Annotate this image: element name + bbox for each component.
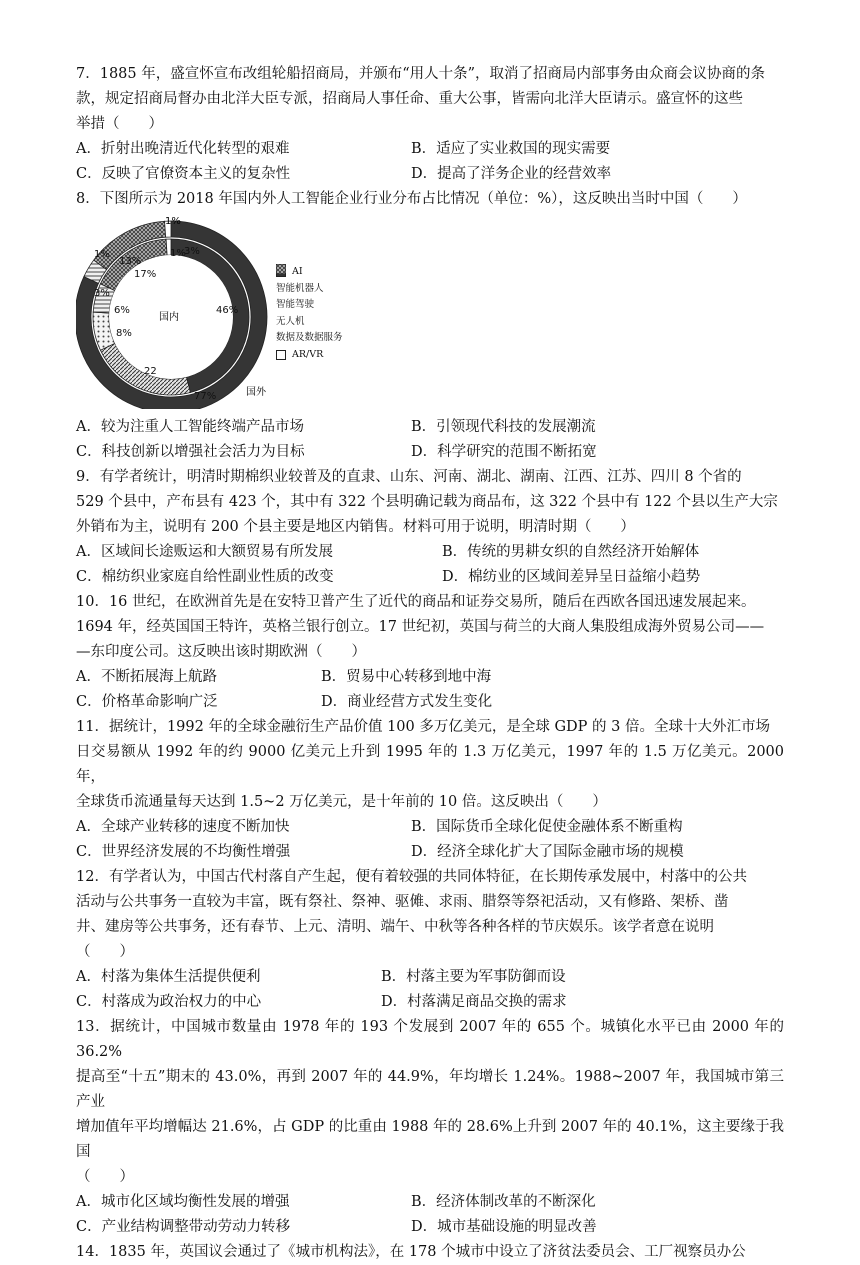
legend-label: AR/VR bbox=[292, 348, 324, 360]
option-c[interactable]: C．科技创新以增强社会活力为目标 bbox=[76, 444, 305, 460]
exam-page bbox=[76, 62, 784, 1265]
question-13-stem-line: 提高至“十五”期末的 43.0%，再到 2007 年的 44.9%，年均增长 1.24%。1988~2007 年，我国城市第三产业 bbox=[76, 1069, 784, 1110]
option-b[interactable]: B．国际货币全球化促使金融体系不断重构 bbox=[411, 819, 683, 835]
option-d[interactable]: D．提高了洋务企业的经营效率 bbox=[411, 166, 612, 182]
question-12-options bbox=[76, 965, 784, 1015]
legend-item-arvr bbox=[276, 347, 343, 364]
slice-value-label: 13% bbox=[119, 256, 142, 267]
option-c[interactable]: C．村落成为政治权力的中心 bbox=[76, 994, 262, 1010]
option-a[interactable]: A．区域间长途贩运和大额贸易有所发展 bbox=[76, 544, 333, 560]
question-7-options bbox=[76, 137, 784, 187]
question-7 bbox=[76, 62, 784, 187]
option-d[interactable]: D．城市基础设施的明显改善 bbox=[411, 1219, 597, 1235]
legend-label: 智能驾驶 bbox=[276, 299, 315, 310]
option-c[interactable]: C．世界经济发展的不均衡性增强 bbox=[76, 844, 291, 860]
question-13 bbox=[76, 1015, 784, 1240]
question-8-stem-line: 8．下图所示为 2018 年国内外人工智能企业行业分布占比情况（单位：%），这反映出当时中国（ ） bbox=[76, 191, 747, 207]
inner-ring-label: 国内 bbox=[159, 312, 179, 323]
slice-value-label: 17% bbox=[134, 269, 157, 280]
slice-value-label: 8% bbox=[116, 328, 132, 339]
question-8 bbox=[76, 187, 784, 465]
option-a[interactable]: A．不断拓展海上航路 bbox=[76, 669, 217, 685]
ai-industry-donut-chart bbox=[76, 214, 376, 409]
question-12-stem-line: （ ） bbox=[76, 944, 134, 960]
option-d[interactable]: D．棉纺业的区域间差异呈日益缩小趋势 bbox=[442, 569, 701, 585]
question-12-stem-line: 活动与公共事务一直较为丰富，既有祭社、祭神、驱傩、求雨、腊祭等祭祀活动，又有修路、架桥、凿 bbox=[76, 894, 729, 910]
option-d[interactable]: D．经济全球化扩大了国际金融市场的规模 bbox=[411, 844, 684, 860]
question-7-stem-line: 7．1885 年，盛宣怀宣布改组轮船招商局，并颁布“用人十条”，取消了招商局内部事务由众商会议协商的条 bbox=[76, 66, 766, 82]
slice-value-label: 3% bbox=[94, 288, 110, 299]
question-10 bbox=[76, 590, 784, 715]
option-a[interactable]: A．折射出晚清近代化转型的艰难 bbox=[76, 141, 290, 157]
question-8-options bbox=[76, 415, 784, 465]
legend-label: 数据及数据服务 bbox=[276, 332, 343, 343]
donut-svg bbox=[76, 214, 276, 409]
question-10-stem-line: 1694 年，经英国国王特许，英格兰银行创立。17 世纪初，英国与荷兰的大商人集股组成海外贸易公司—— bbox=[76, 619, 765, 635]
question-13-stem-line: （ ） bbox=[76, 1169, 134, 1185]
legend-swatch bbox=[276, 350, 286, 360]
legend-item-robot bbox=[276, 281, 343, 298]
legend-label: 无人机 bbox=[276, 315, 305, 327]
question-14 bbox=[76, 1240, 784, 1265]
question-11-options bbox=[76, 815, 784, 865]
question-12-stem-line: 井、建房等公共事务，还有春节、上元、清明、端午、中秋等各种各样的节庆娱乐。该学者意在说明 bbox=[76, 919, 714, 935]
question-10-stem-line: 10．16 世纪，在欧洲首先是在安特卫普产生了近代的商品和证券交易所，随后在西欧各国迅速发展起来。 bbox=[76, 594, 756, 610]
option-c[interactable]: C．反映了官僚资本主义的复杂性 bbox=[76, 166, 291, 182]
slice-value-label: 1% bbox=[165, 216, 181, 227]
legend-label: 智能机器人 bbox=[276, 282, 324, 294]
question-9-stem-line: 529 个县中，产布县有 423 个，其中有 322 个县明确记载为商品布，这 322 个县中有 122 个县以生产大宗 bbox=[76, 494, 778, 510]
slice-value-label: 3% bbox=[184, 246, 200, 257]
option-b[interactable]: B．经济体制改革的不断深化 bbox=[411, 1194, 596, 1210]
question-10-options bbox=[76, 665, 784, 715]
question-9-stem-line: 外销布为主，说明有 200 个县主要是地区内销售。材料可用于说明，明清时期（ ） bbox=[76, 519, 635, 535]
legend-item-data bbox=[276, 330, 343, 347]
question-9 bbox=[76, 465, 784, 590]
option-b[interactable]: B．适应了实业救国的现实需要 bbox=[411, 141, 611, 157]
slice-value-label: 1% bbox=[170, 248, 186, 259]
option-d[interactable]: D．村落满足商品交换的需求 bbox=[381, 994, 567, 1010]
question-7-stem-line: 举措（ ） bbox=[76, 116, 163, 132]
legend-swatch bbox=[276, 264, 286, 274]
option-a[interactable]: A．城市化区域均衡性发展的增强 bbox=[76, 1194, 290, 1210]
option-a[interactable]: A．较为注重人工智能终端产品市场 bbox=[76, 419, 304, 435]
legend-label: AI bbox=[292, 266, 303, 277]
option-d[interactable]: D．科学研究的范围不断拓宽 bbox=[411, 444, 597, 460]
legend-item-drone bbox=[276, 314, 343, 331]
question-12 bbox=[76, 865, 784, 1015]
legend-item-driving bbox=[276, 297, 343, 314]
question-12-stem-line: 12．有学者认为，中国古代村落自产生起，便有着较强的共同体特征，在长期传承发展中，村落中的公共 bbox=[76, 869, 747, 885]
option-b[interactable]: B．传统的男耕女织的自然经济开始解体 bbox=[442, 544, 700, 560]
option-a[interactable]: A．全球产业转移的速度不断加快 bbox=[76, 819, 290, 835]
slice-value-label: 6% bbox=[114, 305, 130, 316]
slice-value-label: 77% bbox=[194, 391, 217, 402]
slice-value-label: 1% bbox=[94, 249, 110, 260]
question-9-options bbox=[76, 540, 784, 590]
question-9-stem-line: 9．有学者统计，明清时期棉织业较普及的直隶、山东、河南、湖北、湖南、江西、江苏、四川 8 个省的 bbox=[76, 469, 742, 485]
chart-legend bbox=[276, 264, 343, 363]
option-c[interactable]: C．棉纺织业家庭自给性副业性质的改变 bbox=[76, 569, 334, 585]
question-13-stem-line: 13．据统计，中国城市数量由 1978 年的 193 个发展到 2007 年的 655 个。城镇化水平已由 2000 年的 36.2% bbox=[76, 1019, 784, 1060]
option-d[interactable]: D．商业经营方式发生变化 bbox=[321, 694, 493, 710]
option-b[interactable]: B．引领现代科技的发展潮流 bbox=[411, 419, 596, 435]
question-11-stem-line: 日交易额从 1992 年的约 9000 亿美元上升到 1995 年的 1.3 万亿美元，1997 年的 1.5 万亿美元。2000 年， bbox=[76, 744, 784, 785]
question-14-stem-line: 14．1835 年，英国议会通过了《城市机构法》，在 178 个城市中设立了济贫法委员会、工厂视察员办公 bbox=[76, 1244, 746, 1260]
question-11-stem-line: 11．据统计，1992 年的全球金融衍生产品价值 100 多万亿美元，是全球 GDP 的 3 倍。全球十大外汇市场 bbox=[76, 719, 770, 735]
option-a[interactable]: A．村落为集体生活提供便利 bbox=[76, 969, 261, 985]
option-c[interactable]: C．产业结构调整带动劳动力转移 bbox=[76, 1219, 291, 1235]
option-c[interactable]: C．价格革命影响广泛 bbox=[76, 694, 218, 710]
slice-value-label: 46% bbox=[216, 305, 239, 316]
slice-value-label: 22 bbox=[144, 366, 157, 377]
question-7-stem-line: 款，规定招商局督办由北洋大臣专派，招商局人事任命、重大公事，皆需向北洋大臣请示。盛宣怀的这些 bbox=[76, 91, 743, 107]
question-11-stem-line: 全球货币流通量每天达到 1.5~2 万亿美元，是十年前的 10 倍。这反映出（ ） bbox=[76, 794, 607, 810]
question-10-stem-line: —东印度公司。这反映出该时期欧洲（ ） bbox=[76, 644, 366, 660]
option-b[interactable]: B．贸易中心转移到地中海 bbox=[321, 669, 492, 685]
option-b[interactable]: B．村落主要为军事防御而设 bbox=[381, 969, 566, 985]
outer-ring-label: 国外 bbox=[246, 387, 266, 398]
question-13-stem-line: 增加值年平均增幅达 21.6%，占 GDP 的比重由 1988 年的 28.6%上升到 2007 年的 40.1%，这主要缘于我国 bbox=[76, 1119, 784, 1160]
question-11 bbox=[76, 715, 784, 865]
question-13-options bbox=[76, 1190, 784, 1240]
